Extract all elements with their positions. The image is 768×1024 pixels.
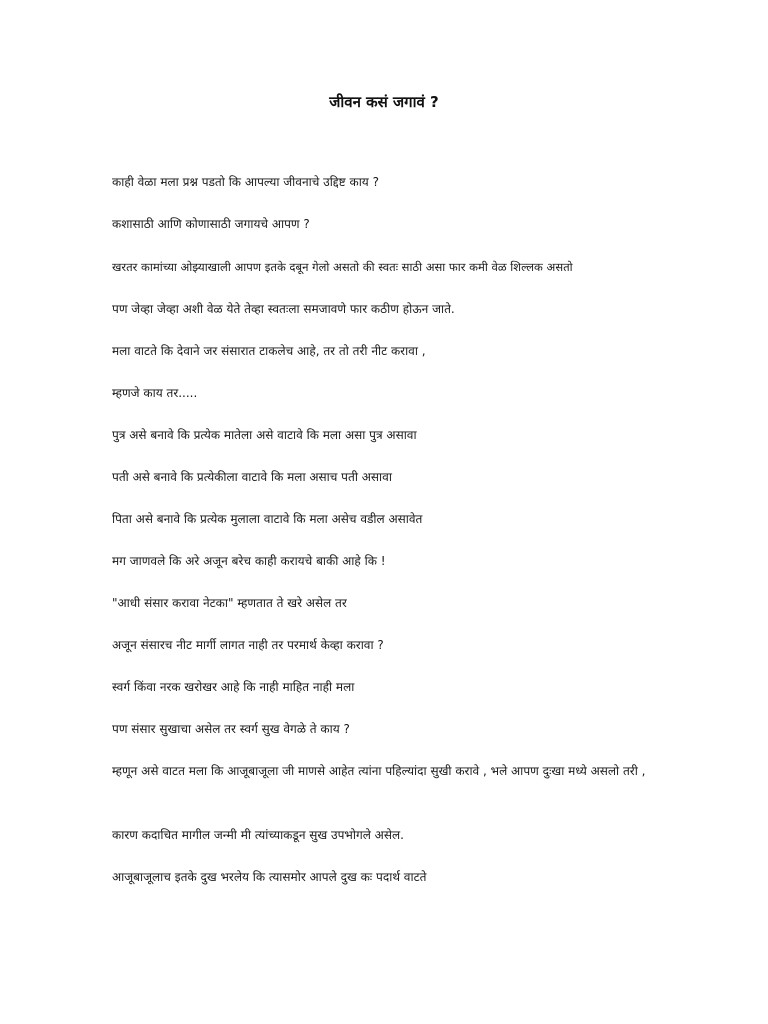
- paragraph: कशासाठी आणि कोणासाठी जगायचे आपण ?: [112, 217, 310, 231]
- document-title: जीवन कसं जगावं ?: [329, 93, 439, 111]
- paragraph: कारण कदाचित मागील जन्मी मी त्यांच्याकडून सुख उपभोगले असेल.: [112, 828, 404, 842]
- paragraph: पण जेव्हा जेव्हा अशी वेळ येते तेव्हा स्वतःला समजावणे फार कठीण होऊन जाते.: [112, 302, 455, 316]
- paragraph: पिता असे बनावे कि प्रत्येक मुलाला वाटावे कि मला असेच वडील असावेत: [112, 512, 423, 526]
- paragraph: मग जाणवले कि अरे अजून बरेच काही करायचे बाकी आहे कि !: [112, 554, 386, 568]
- paragraph: मला वाटते कि देवाने जर संसारात टाकलेच आहे, तर तो तरी नीट करावा ,: [112, 344, 426, 358]
- paragraph: म्हणून असे वाटत मला कि आजूबाजूला जी माणसे आहेत त्यांना पहिल्यांदा सुखी करावे , भले आपण दुःखा मध्ये असलो तरी ,: [112, 764, 646, 778]
- paragraph: स्वर्ग किंवा नरक खरोखर आहे कि नाही माहित नाही मला: [112, 680, 355, 694]
- paragraph: पुत्र असे बनावे कि प्रत्येक मातेला असे वाटावे कि मला असा पुत्र असावा: [112, 428, 417, 442]
- paragraph: काही वेळा मला प्रश्न पडतो कि आपल्या जीवनाचे उद्दिष्ट काय ?: [112, 175, 379, 189]
- paragraph: म्हणजे काय तर.....: [112, 386, 198, 400]
- paragraph: "आधी संसार करावा नेटका" म्हणतात ते खरे असेल तर: [112, 596, 347, 610]
- paragraph: पण संसार सुखाचा असेल तर स्वर्ग सुख वेगळे ते काय ?: [112, 722, 350, 736]
- paragraph: पती असे बनावे कि प्रत्येकीला वाटावे कि मला असाच पती असावा: [112, 470, 392, 484]
- paragraph: आजूबाजूलाच इतके दुख भरलेय कि त्यासमोर आपले दुख कः पदार्थ वाटते: [112, 870, 427, 884]
- paragraph: खरतर कामांच्या ओझ्याखाली आपण इतके दबून गेलो असतो की स्वतः साठी असा फार कमी वेळ शिल्लक असतो: [112, 260, 573, 274]
- paragraph: अजून संसारच नीट मार्गी लागत नाही तर परमार्थ केव्हा करावा ?: [112, 638, 384, 652]
